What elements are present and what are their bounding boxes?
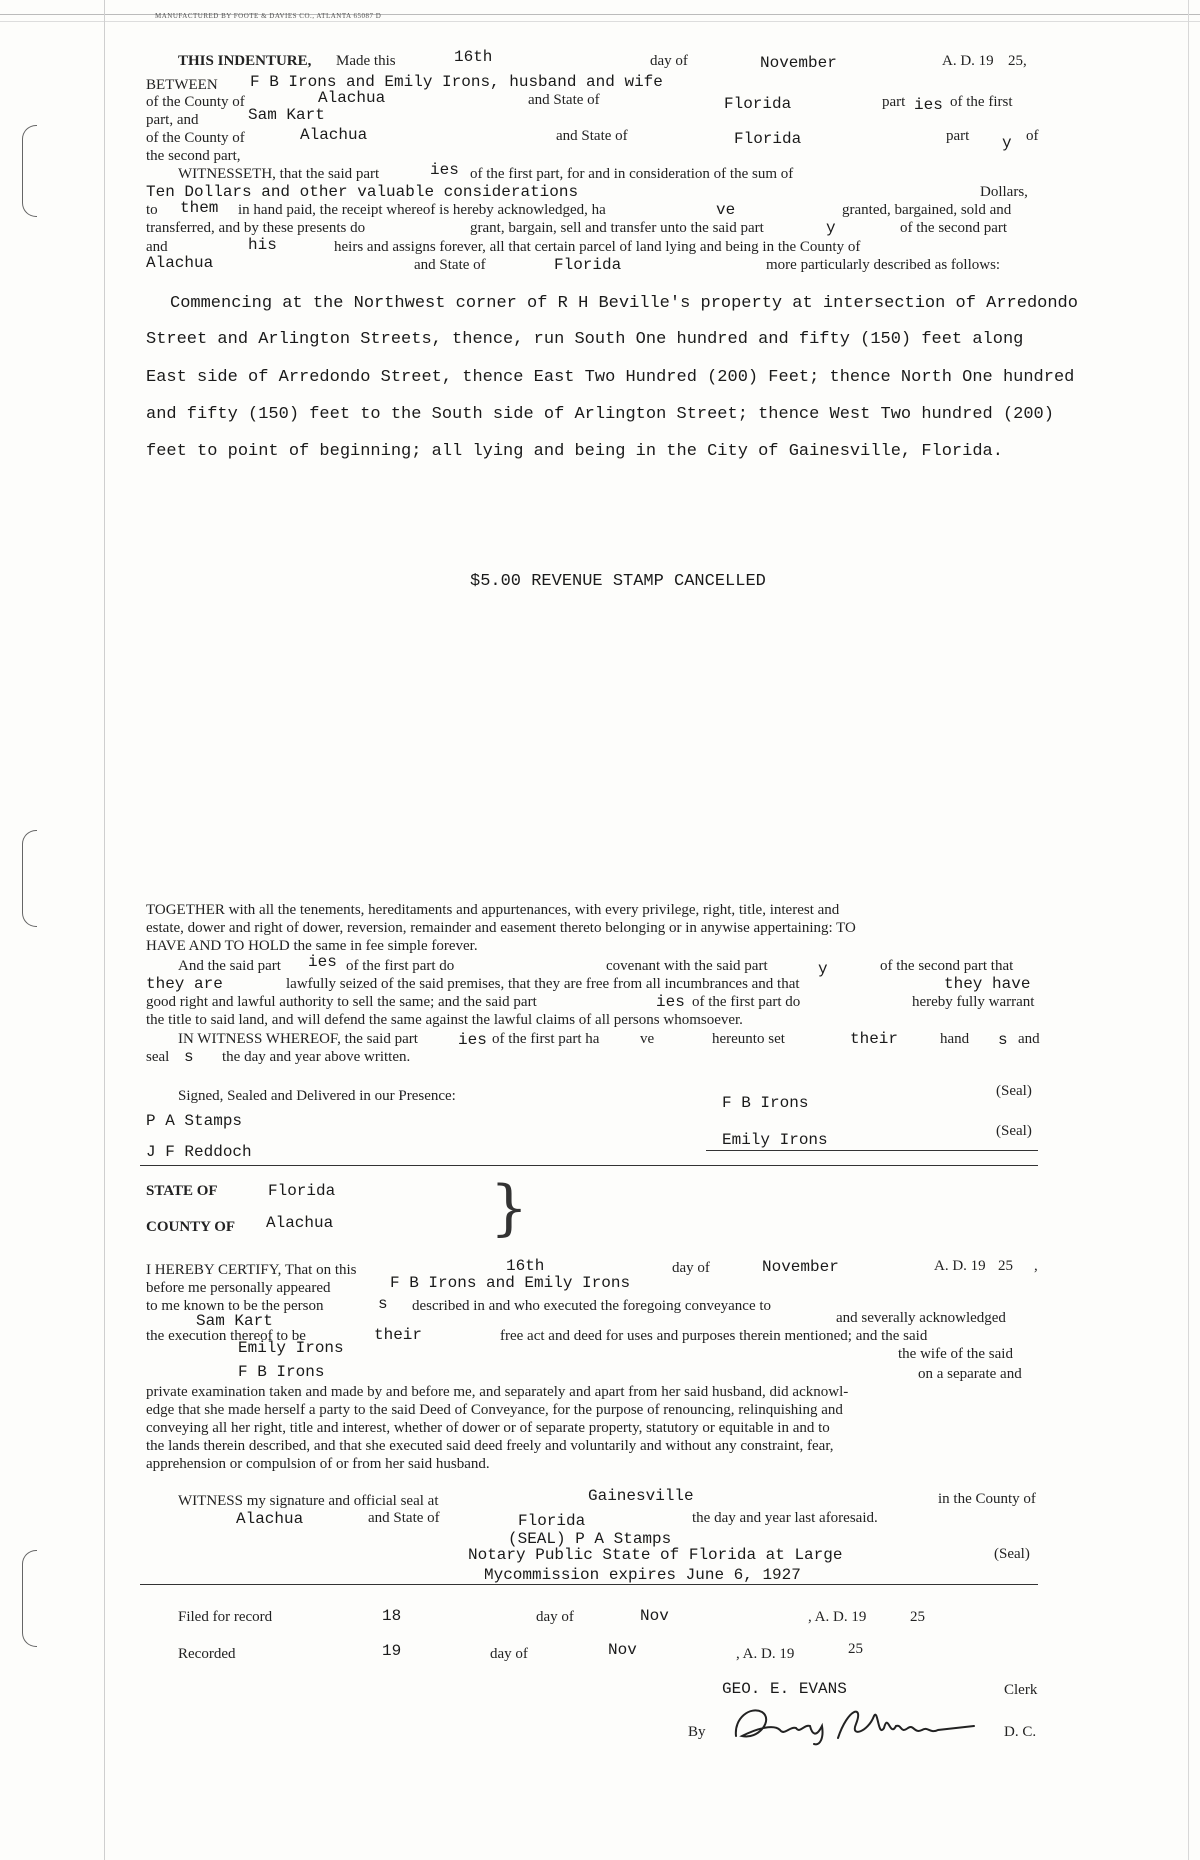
grant-text: grant, bargain, sell and transfer unto the said part: [470, 220, 764, 236]
part-label: part: [946, 128, 970, 144]
section-divider: [140, 1584, 1038, 1585]
indenture-heading: THIS INDENTURE,: [178, 53, 312, 69]
and-label: and: [1018, 1031, 1040, 1047]
certify-text: I HEREBY CERTIFY, That on this: [146, 1262, 357, 1278]
good-right-text: of the first part do: [692, 994, 801, 1010]
grantee: Sam Kart: [248, 106, 325, 124]
ack-body-line: conveying all her right, title and interest, whether of dower or of separate property, statutory or equitable in and to: [146, 1420, 830, 1436]
second-part-tail: of the second part: [900, 220, 1008, 236]
in-county-of-text: in the County of: [938, 1491, 1036, 1507]
their-value: their: [374, 1326, 423, 1344]
day-of-label: day of: [536, 1609, 574, 1625]
witness-signature-text: WITNESS my signature and official seal at: [178, 1493, 439, 1509]
hand-label: hand: [940, 1031, 970, 1047]
ack-year: 25: [998, 1258, 1013, 1274]
ack-day: 16th: [506, 1257, 545, 1275]
ies-suffix: ies: [308, 953, 337, 971]
ad-label: , A. D. 19: [736, 1646, 795, 1662]
part-and-label: part, and: [146, 112, 199, 128]
grantors: F B Irons and Emily Irons, husband and wife: [250, 73, 663, 91]
deed-day: 16th: [454, 48, 493, 66]
y-suffix: y: [1002, 134, 1012, 152]
hereunto-text: hereunto set: [712, 1031, 785, 1047]
land-county: Alachua: [146, 254, 214, 272]
binding-bracket: [22, 125, 37, 217]
their-value: their: [850, 1030, 899, 1048]
witness-name: J F Reddoch: [146, 1143, 252, 1161]
ack-month: November: [762, 1258, 839, 1276]
section-divider: [140, 1165, 1038, 1166]
state-of-label: and State of: [414, 257, 486, 273]
filed-month: Nov: [640, 1607, 669, 1625]
seal-mark: (Seal): [994, 1546, 1030, 1562]
s-suffix: s: [184, 1048, 194, 1066]
they-have-value: they have: [944, 975, 1031, 993]
ack-persons: F B Irons and Emily Irons: [390, 1274, 631, 1292]
separate-text: on a separate and: [918, 1366, 1022, 1382]
notary-seal-line: (SEAL) P A Stamps: [508, 1530, 672, 1548]
grantor-state: Florida: [724, 95, 792, 113]
s-suffix: s: [998, 1031, 1008, 1049]
s-suffix: s: [378, 1295, 388, 1313]
consideration: Ten Dollars and other valuable considerations: [146, 183, 579, 201]
signature-rule: [706, 1150, 1038, 1151]
deputy-clerk-signature: [728, 1698, 988, 1748]
by-label: By: [688, 1724, 706, 1740]
ack-county: Alachua: [266, 1214, 334, 1232]
ad-label: A. D. 19: [934, 1258, 986, 1274]
seal-label: seal: [146, 1049, 170, 1065]
wife-name: Emily Irons: [238, 1339, 344, 1357]
left-margin-line: [104, 0, 105, 1860]
ack-state: Florida: [268, 1182, 336, 1200]
legal-description-line: Street and Arlington Streets, thence, run South One hundred and fifty (150) feet along: [146, 330, 1024, 349]
binding-bracket: [22, 830, 37, 927]
ve-suffix: ve: [640, 1031, 655, 1047]
title-line: the title to said land, and will defend the same against the lawful claims of all persons whomsoever.: [146, 1012, 743, 1028]
signed-sealed-label: Signed, Sealed and Delivered in our Presence:: [178, 1088, 456, 1104]
husband-name: F B Irons: [238, 1363, 325, 1381]
his-value: his: [248, 236, 277, 254]
dollars-label: Dollars,: [980, 184, 1028, 200]
transferred-text: transferred, and by these presents do: [146, 220, 366, 236]
before-me-text: before me personally appeared: [146, 1280, 331, 1296]
covenant-text: covenant with the said part: [606, 958, 768, 974]
together-clause-line: estate, dower and right of dower, reversion, remainder and easement thereto belonging or in anywise appertaining: TO: [146, 920, 856, 936]
severally-text: and severally acknowledged: [836, 1310, 1006, 1326]
ies-suffix: ies: [914, 96, 943, 114]
comma: ,: [1034, 1258, 1038, 1274]
grantee-state: Florida: [734, 130, 802, 148]
described-text: more particularly described as follows:: [766, 257, 1001, 273]
grantee-county: Alachua: [300, 126, 368, 144]
legal-description-line: and fifty (150) feet to the South side of Arlington Street; thence West Two hundred (200): [146, 405, 1054, 424]
they-are-value: they are: [146, 975, 223, 993]
state-of-heading: STATE OF: [146, 1183, 218, 1199]
dc-label: D. C.: [1004, 1724, 1037, 1740]
recorded-label: Recorded: [178, 1646, 236, 1662]
county-of-heading: COUNTY OF: [146, 1219, 236, 1235]
state-of-label: and State of: [556, 128, 628, 144]
ack-body-line: the lands therein described, and that she executed said deed freely and voluntarily and without any constraint, fear,: [146, 1438, 834, 1454]
notary-commission: Mycommission expires June 6, 1927: [484, 1566, 801, 1584]
them-value: them: [180, 199, 219, 217]
together-clause-line: TOGETHER with all the tenements, hereditaments and appurtenances, with every privilege, right, title, interest and: [146, 902, 840, 918]
legal-description-line: feet to point of beginning; all lying and being in the City of Gainesville, Florida.: [146, 442, 1003, 461]
brace-symbol: }: [490, 1173, 529, 1243]
legal-description-line: Commencing at the Northwest corner of R H Beville's property at intersection of Arredondo: [170, 294, 1078, 313]
ack-city: Gainesville: [588, 1487, 694, 1505]
deed-year: 25,: [1008, 53, 1027, 69]
heirs-text: heirs and assigns forever, all that certain parcel of land lying and being in the County of: [334, 239, 861, 255]
rec-year: 25: [848, 1641, 863, 1657]
between-label: BETWEEN: [146, 77, 218, 93]
ack-county2: Alachua: [236, 1510, 304, 1528]
to-label: to: [146, 202, 158, 218]
witness-name: P A Stamps: [146, 1112, 243, 1130]
county-of-label: of the County of: [146, 94, 245, 110]
binding-bracket: [22, 1550, 37, 1647]
witnesseth-text: WITNESSETH, that the said part: [178, 166, 380, 182]
second-part-label: the second part,: [146, 148, 241, 164]
right-margin-line: [1188, 0, 1189, 1860]
warrant-text: hereby fully warrant: [912, 994, 1035, 1010]
of-first-label: of the first: [950, 94, 1013, 110]
known-to-be-text: to me known to be the person: [146, 1298, 324, 1314]
day-of-label: day of: [490, 1646, 528, 1662]
rec-day: 19: [382, 1642, 402, 1660]
seal-mark: (Seal): [996, 1123, 1032, 1139]
ies-suffix: ies: [656, 993, 685, 1011]
filed-year: 25: [910, 1609, 925, 1625]
part-label: part: [882, 94, 906, 110]
witness-whereof-text: IN WITNESS WHEREOF, the said part: [178, 1031, 418, 1047]
described-text: described in and who executed the foregoing conveyance to: [412, 1298, 772, 1314]
rec-month: Nov: [608, 1641, 637, 1659]
together-clause-line: HAVE AND TO HOLD the same in fee simple forever.: [146, 938, 478, 954]
notary-title: Notary Public State of Florida at Large: [468, 1546, 843, 1564]
ad-label: , A. D. 19: [808, 1609, 867, 1625]
grantor-signature: F B Irons: [722, 1094, 809, 1112]
state-of-label: and State of: [368, 1510, 440, 1526]
grantor-county: Alachua: [318, 89, 386, 107]
and-label: and: [146, 239, 168, 255]
deed-month: November: [760, 54, 837, 72]
seal-mark: (Seal): [996, 1083, 1032, 1099]
day-year-text: the day and year above written.: [222, 1049, 411, 1065]
clerk-name: GEO. E. EVANS: [722, 1680, 847, 1698]
ack-grantee: Sam Kart: [196, 1312, 273, 1330]
ies-suffix: ies: [430, 161, 459, 179]
day-last-text: the day and year last aforesaid.: [692, 1510, 878, 1526]
free-act-text: free act and deed for uses and purposes therein mentioned; and the said: [500, 1328, 928, 1344]
legal-description-line: East side of Arredondo Street, thence East Two Hundred (200) Feet; thence North One hundred: [146, 368, 1075, 387]
county-of-label: of the County of: [146, 130, 245, 146]
ad-label: A. D. 19: [942, 53, 994, 69]
ack-state2: Florida: [518, 1512, 586, 1530]
good-right-text: good right and lawful authority to sell the same; and the said part: [146, 994, 537, 1010]
ack-body-line: apprehension or compulsion of or from her said husband.: [146, 1456, 490, 1472]
land-state: Florida: [554, 256, 622, 274]
day-of-label: day of: [672, 1260, 710, 1276]
grantor-signature: Emily Irons: [722, 1131, 828, 1149]
day-of-label: day of: [650, 53, 688, 69]
covenant-text: And the said part: [178, 958, 281, 974]
manufacturer-imprint: MANUFACTURED BY FOOTE & DAVIES CO., ATLANTA 65087 D: [155, 12, 382, 20]
made-this-label: Made this: [336, 53, 396, 69]
revenue-stamp-note: $5.00 REVENUE STAMP CANCELLED: [470, 572, 766, 591]
wife-of-text: the wife of the said: [898, 1346, 1013, 1362]
covenant-text: of the first part do: [346, 958, 455, 974]
ack-body-line: edge that she made herself a party to the said Deed of Conveyance, for the purpose of renouncing, relinquishing and: [146, 1402, 843, 1418]
y-suffix: y: [818, 960, 828, 978]
ies-suffix: ies: [458, 1031, 487, 1049]
hand-paid-text: in hand paid, the receipt whereof is hereby acknowledged, ha: [238, 202, 606, 218]
execution-text: the execution thereof to be: [146, 1328, 306, 1344]
ve-suffix: ve: [716, 201, 736, 219]
y-suffix: y: [826, 219, 836, 237]
clerk-label: Clerk: [1004, 1682, 1038, 1698]
witness-whereof-text: of the first part ha: [492, 1031, 600, 1047]
state-of-label: and State of: [528, 92, 600, 108]
covenant-text: of the second part that: [880, 958, 1014, 974]
witnesseth-text: of the first part, for and in consideration of the sum of: [470, 166, 794, 182]
ack-body-line: private examination taken and made by and before me, and separately and apart from her said husband, did acknowl-: [146, 1384, 849, 1400]
of-label: of: [1026, 128, 1039, 144]
seized-text: lawfully seized of the said premises, that they are free from all incumbrances and that: [286, 976, 800, 992]
filed-label: Filed for record: [178, 1609, 273, 1625]
granted-text: granted, bargained, sold and: [842, 202, 1012, 218]
filed-day: 18: [382, 1607, 402, 1625]
